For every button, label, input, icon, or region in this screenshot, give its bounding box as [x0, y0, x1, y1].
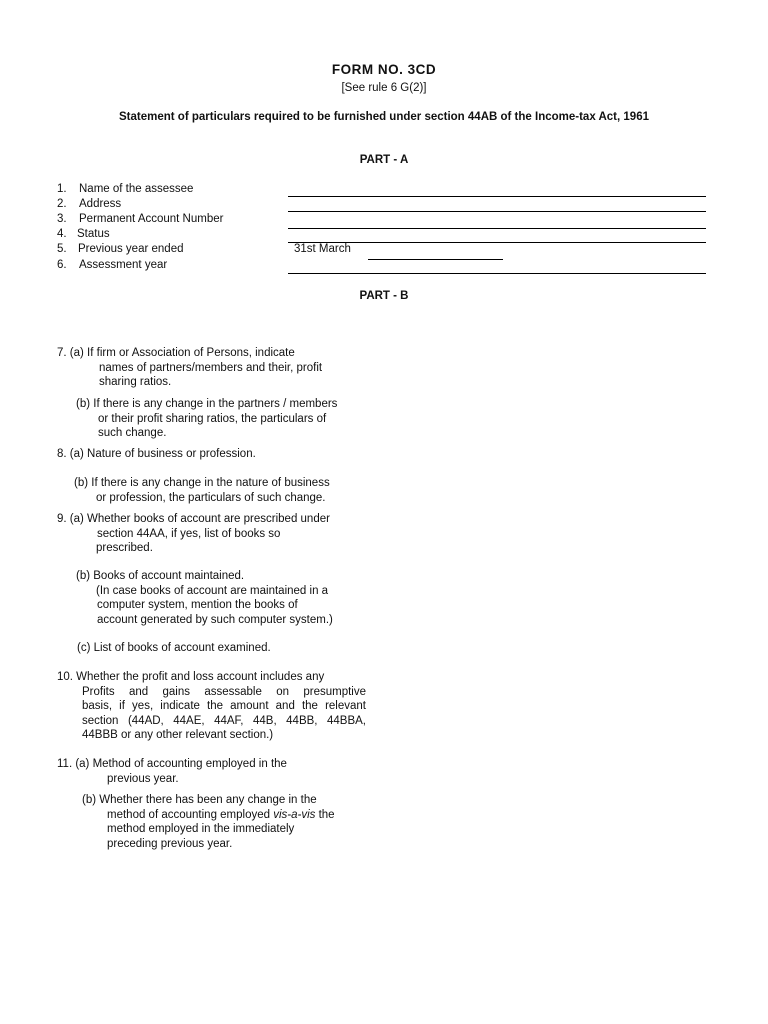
question-line: (b) If there is any change in the nature of business	[74, 477, 330, 489]
question-line: account generated by such computer system.)	[97, 613, 333, 626]
part-a-item-3	[57, 212, 223, 227]
question-8b	[74, 476, 330, 505]
question-line: (b) Whether there has been any change in the	[82, 794, 317, 806]
item-number: 4.	[57, 228, 67, 240]
question-line: such change.	[98, 427, 167, 439]
question-7b	[76, 397, 337, 441]
question-line: (In case books of account are maintained in a	[96, 584, 329, 597]
part-a-item-6	[57, 258, 167, 273]
question-11b	[82, 793, 335, 851]
question-line	[82, 808, 335, 823]
question-8a: 8. (a) Nature of business or profession.	[57, 448, 256, 460]
item-label: Previous year ended	[78, 243, 184, 255]
item-number: 5.	[57, 243, 67, 255]
address-answer-line[interactable]	[288, 211, 706, 212]
question-text: method of accounting employed	[107, 808, 274, 821]
question-text: the	[315, 808, 335, 821]
question-line: prescribed.	[96, 542, 153, 554]
item-label: Status	[77, 228, 110, 240]
question-line: (b) Books of account maintained.	[76, 570, 245, 582]
item-label: Permanent Account Number	[79, 213, 224, 225]
question-line: or profession, the particulars of such change.	[96, 491, 326, 504]
question-line: method employed in the immediately	[107, 823, 295, 835]
status-answer-line[interactable]	[288, 242, 706, 243]
previous-year-value: 31st March	[294, 243, 351, 255]
question-line: section 44AA, if yes, list of books so	[97, 527, 281, 540]
part-a-item-2	[57, 197, 121, 212]
part-a-item-1	[57, 182, 193, 197]
previous-year-answer-line[interactable]	[368, 259, 503, 260]
pan-answer-line[interactable]	[288, 228, 706, 229]
question-line: or their profit sharing ratios, the particulars of	[98, 412, 327, 425]
item-number: 1.	[57, 183, 67, 195]
question-line: (b) If there is any change in the partners / members	[76, 398, 338, 410]
question-line: basis, if yes, indicate the amount and the relevant	[82, 700, 366, 712]
question-line: 10. Whether the profit and loss account includes any	[57, 671, 325, 683]
question-line: Profits and gains assessable on presumptive	[82, 685, 366, 698]
question-line: previous year.	[107, 772, 179, 785]
question-line: 7. (a) If firm or Association of Persons, indicate	[57, 347, 295, 359]
part-a-item-4	[57, 227, 110, 242]
question-line: section (44AD, 44AE, 44AF, 44B, 44BB, 44BBA,	[82, 714, 366, 727]
question-7a	[57, 346, 322, 390]
item-label: Name of the assessee	[79, 183, 194, 195]
part-b-heading: PART - B	[359, 290, 409, 302]
question-10	[57, 670, 366, 743]
question-9c: (c) List of books of account examined.	[77, 642, 271, 654]
part-a-item-5	[57, 242, 183, 257]
question-line: names of partners/members and their, profit	[99, 361, 323, 374]
part-a-heading: PART - A	[359, 154, 409, 166]
name-answer-line[interactable]	[288, 196, 706, 197]
question-line: preceding previous year.	[107, 837, 233, 850]
question-line: sharing ratios.	[99, 376, 172, 388]
item-label: Address	[79, 198, 122, 210]
item-number: 6.	[57, 259, 67, 271]
item-number: 3.	[57, 213, 67, 225]
statement-heading: Statement of particulars required to be furnished under section 44AB of the Income-tax Act, 1961	[119, 111, 649, 123]
question-line: 9. (a) Whether books of account are prescribed under	[57, 513, 330, 525]
question-line: 44BBB or any other relevant section.)	[82, 729, 274, 741]
item-number: 2.	[57, 198, 67, 210]
form-title: FORM NO. 3CD	[331, 62, 437, 77]
vis-a-vis-emphasis: vis-a-vis	[273, 808, 316, 821]
question-11a	[57, 757, 287, 786]
rule-reference: [See rule 6 G(2)]	[341, 82, 427, 94]
assessment-year-answer-line[interactable]	[288, 273, 706, 274]
question-9a	[57, 512, 330, 556]
item-label: Assessment year	[79, 259, 168, 271]
question-line: 11. (a) Method of accounting employed in the	[57, 758, 287, 770]
question-line: computer system, mention the books of	[97, 599, 298, 611]
question-9b	[76, 569, 333, 627]
